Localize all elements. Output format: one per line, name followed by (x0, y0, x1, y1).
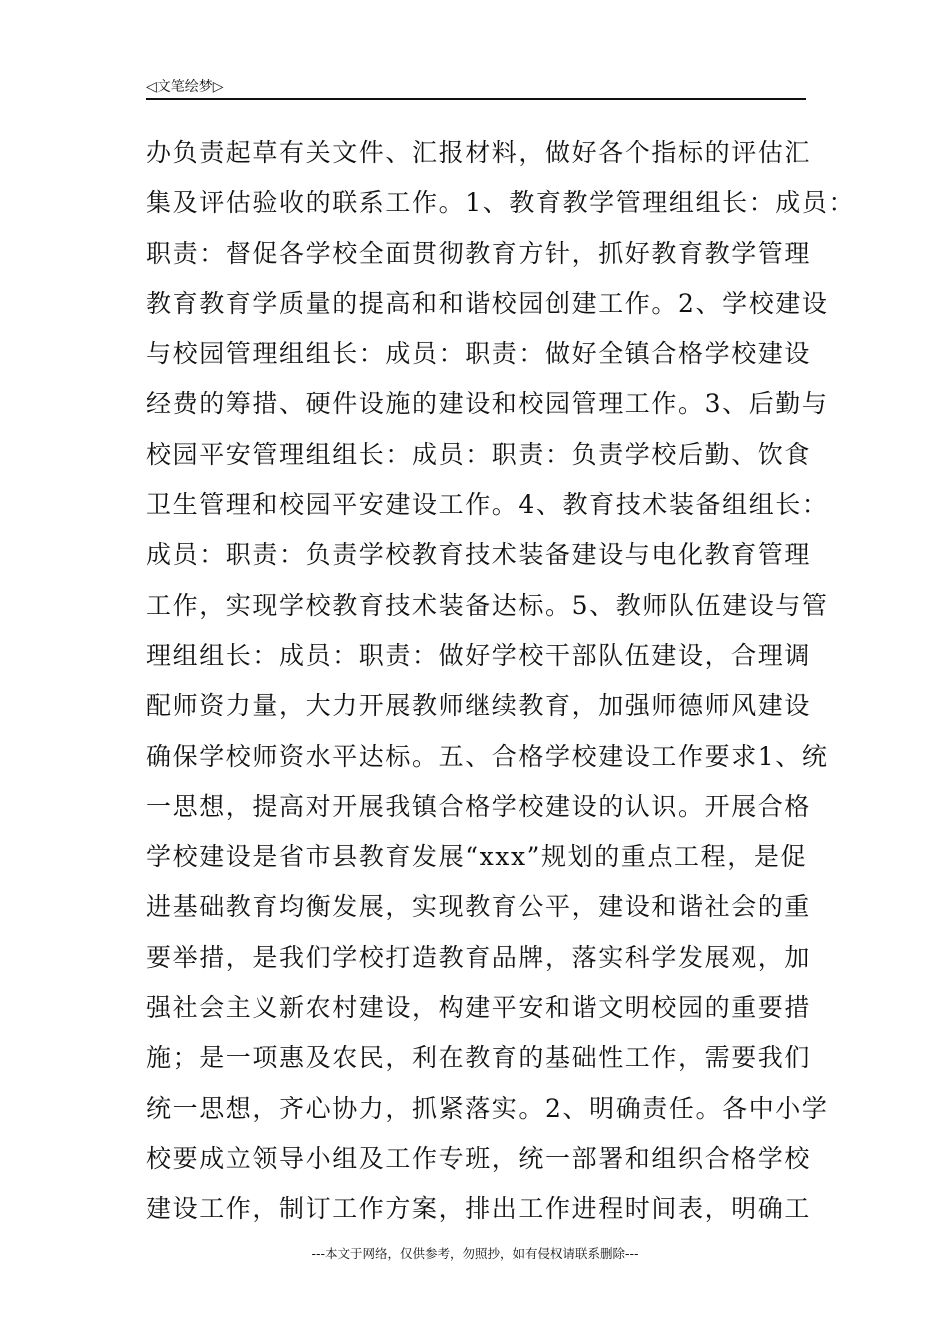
text-line: 统一思想，齐心协力，抓紧落实。2、明确责任。各中小学 (146, 1093, 829, 1123)
text-line: 工作，实现学校教育技术装备达标。5、教师队伍建设与管 (146, 590, 829, 620)
text-line: 校园平安管理组组长：成员：职责：负责学校后勤、饮食 (146, 439, 812, 469)
text-line: 建设工作，制订工作方案，排出工作进程时间表，明确工 (146, 1194, 812, 1224)
text-line: 理组组长：成员：职责：做好学校干部队伍建设，合理调 (146, 640, 812, 670)
text-line: 教育教育学质量的提高和和谐校园创建工作。2、学校建设 (146, 288, 829, 318)
text-line: 施；是一项惠及农民，利在教育的基础性工作，需要我们 (146, 1043, 812, 1073)
text-line: 办负责起草有关文件、汇报材料，做好各个指标的评估汇 (146, 138, 812, 167)
text-line: 强社会主义新农村建设，构建平安和谐文明校园的重要措 (146, 993, 812, 1023)
header-title: ◁文笔绘梦▷ (146, 79, 224, 95)
text-line: 进基础教育均衡发展，实现教育公平，建设和谐社会的重 (146, 892, 812, 922)
text-line: 配师资力量，大力开展教师继续教育，加强师德师风建设 (146, 691, 812, 721)
text-line: 学校建设是省市县教育发展“xxx”规划的重点工程，是促 (146, 842, 808, 872)
text-line: 成员：职责：负责学校教育技术装备建设与电化教育管理 (146, 540, 812, 570)
text-line: 职责：督促各学校全面贯彻教育方针，抓好教育教学管理 (146, 238, 812, 268)
text-line: 一思想，提高对开展我镇合格学校建设的认识。开展合格 (146, 791, 812, 821)
text-line: 与校园管理组组长：成员：职责：做好全镇合格学校建设 (146, 339, 812, 369)
text-line: 卫生管理和校园平安建设工作。4、教育技术装备组组长： (146, 490, 829, 520)
text-line: 集及评估验收的联系工作。1、教育教学管理组组长：成员： (146, 188, 856, 218)
text-line: 经费的筹措、硬件设施的建设和校园管理工作。3、后勤与 (146, 389, 829, 419)
text-line: 要举措，是我们学校打造教育品牌，落实科学发展观，加 (146, 942, 812, 972)
text-line: 校要成立领导小组及工作专班，统一部署和组织合格学校 (146, 1143, 812, 1173)
page-footer: ---本文于网络，仅供参考，勿照抄，如有侵权请联系删除--- (311, 1246, 639, 1261)
page-header (146, 74, 806, 100)
text-line: 确保学校师资水平达标。五、合格学校建设工作要求1、统 (146, 741, 829, 771)
document-body (146, 128, 856, 1235)
